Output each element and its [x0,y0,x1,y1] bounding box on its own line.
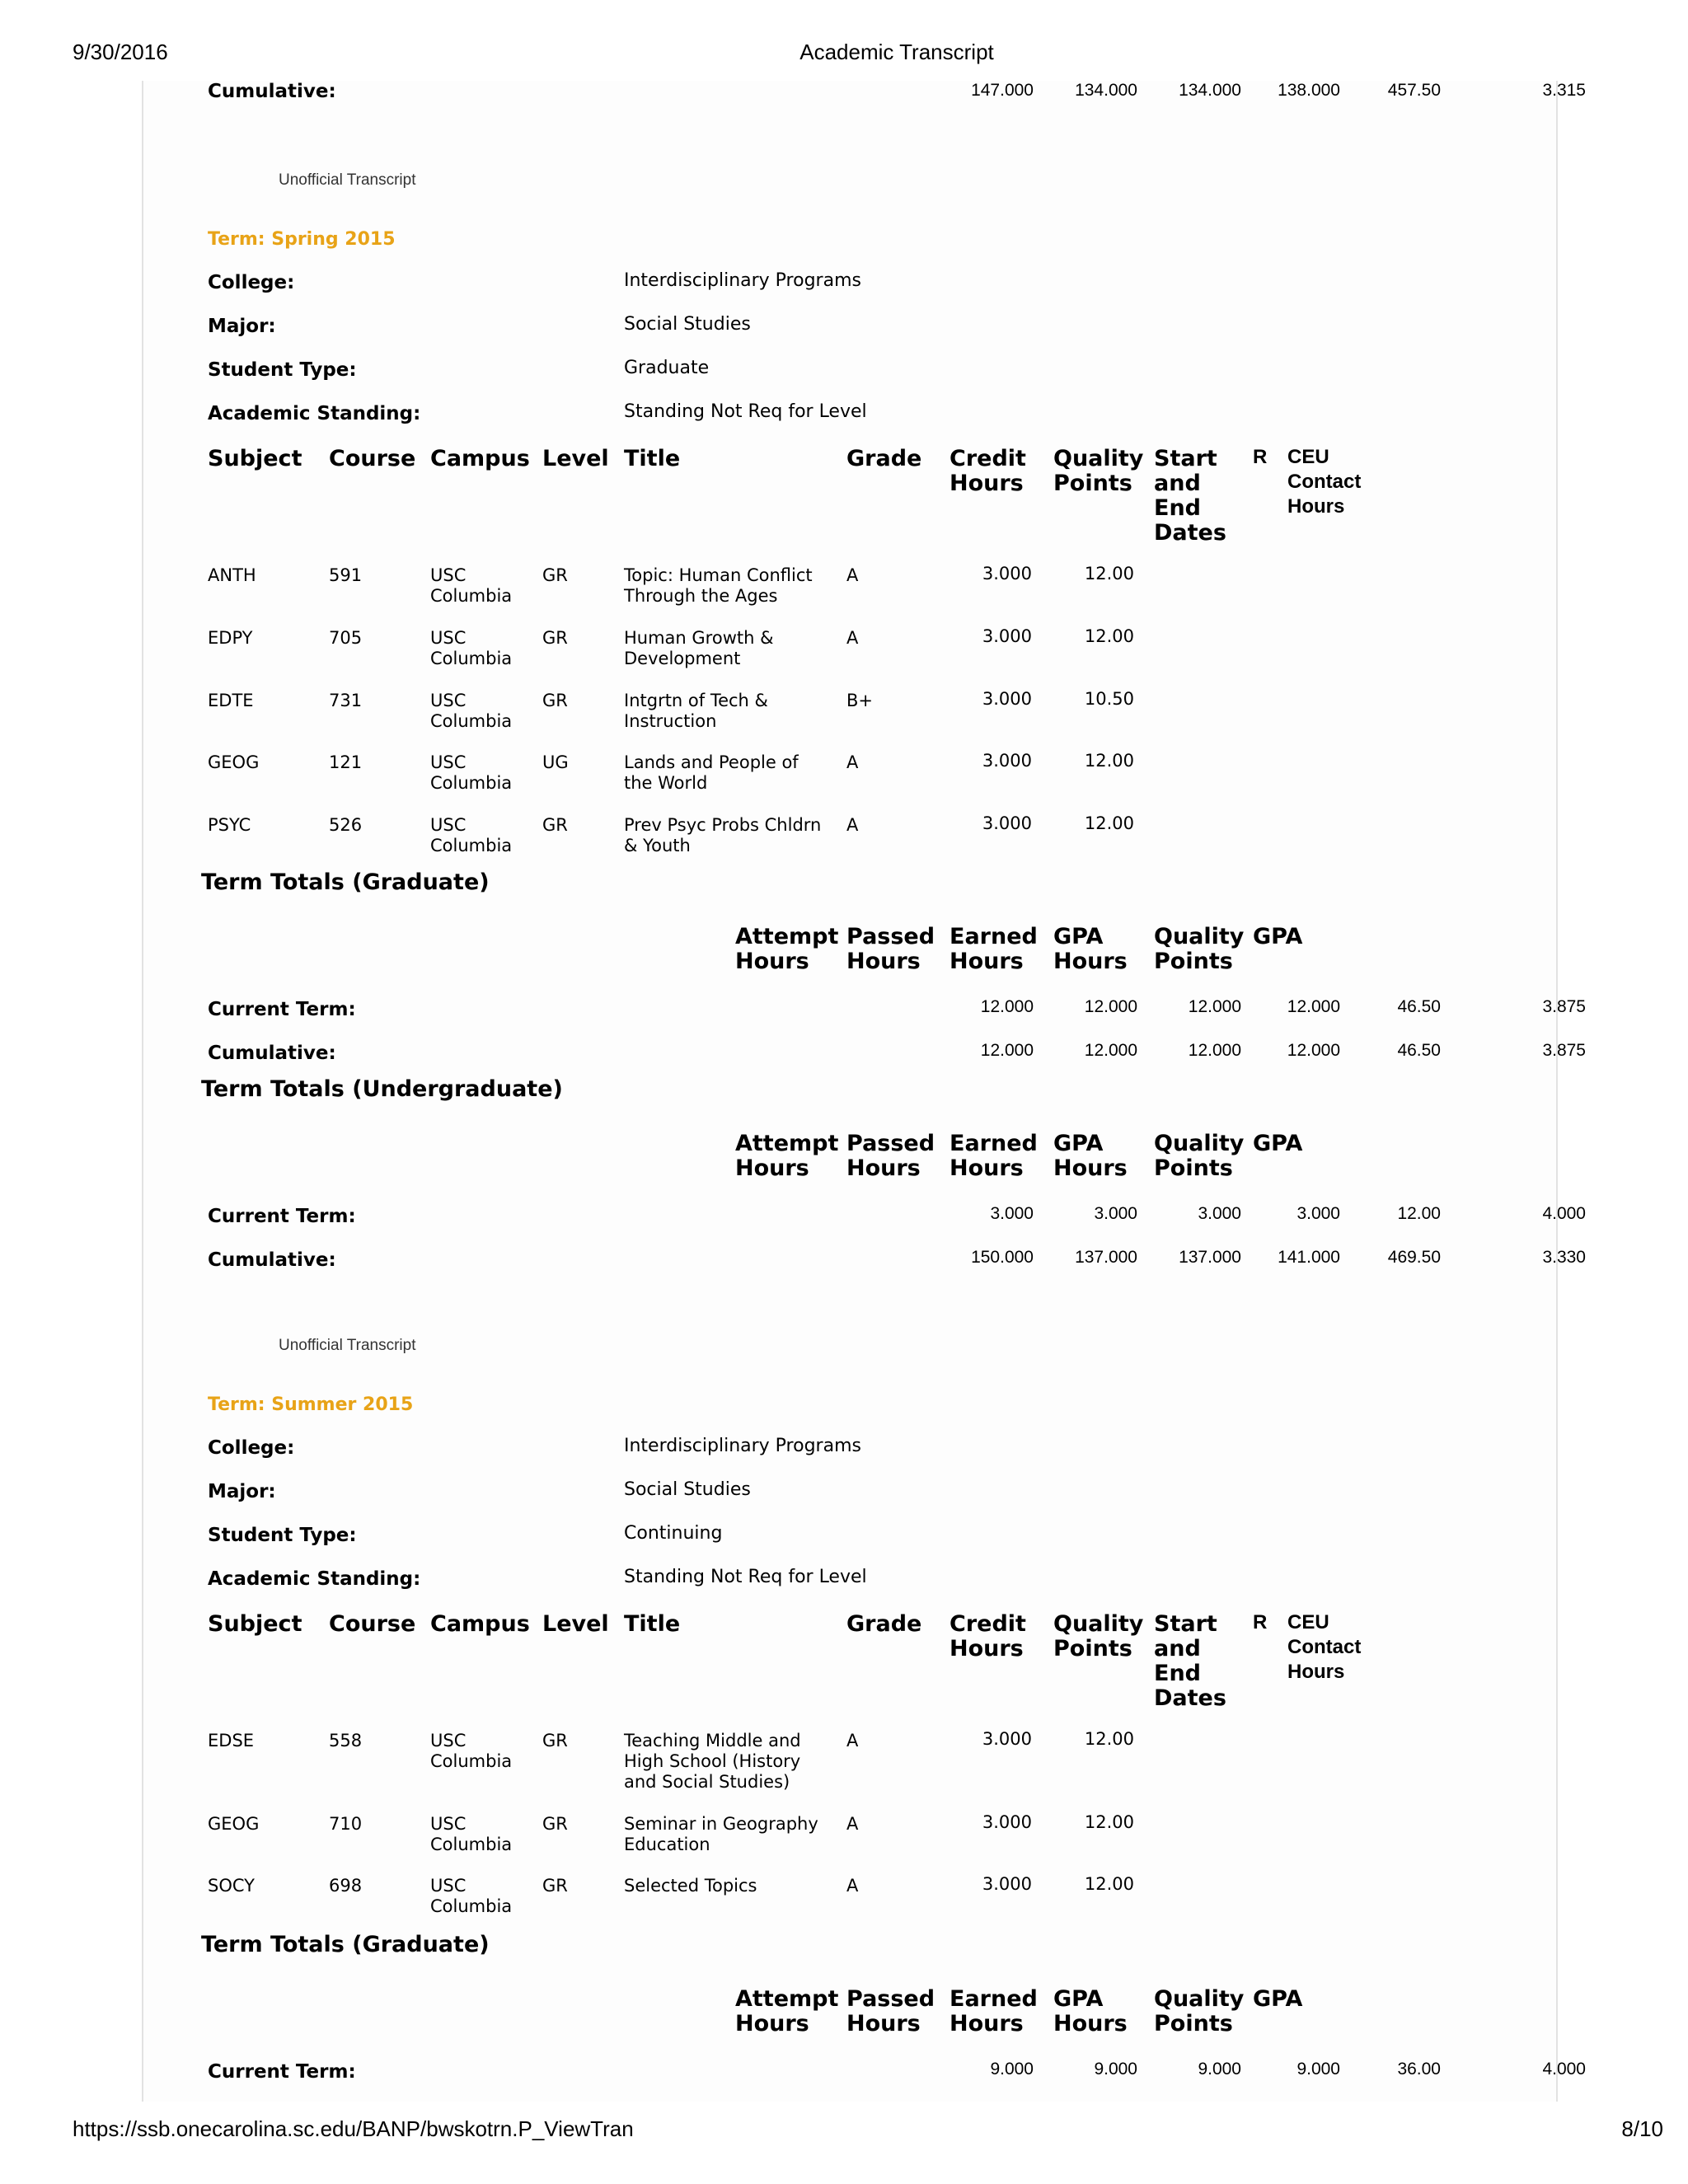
totals-value: 9.000 [1296,2060,1340,2079]
totals-column-header: GPA [1253,924,1303,949]
course-subject: GEOG [208,752,260,772]
column-header: Course [329,446,416,471]
page-number: 8/10 [1621,2116,1663,2141]
info-value: Continuing [624,1523,723,1544]
course-level: UG [542,752,569,772]
column-header: Campus [430,1611,530,1637]
column-header: Subject [208,1611,302,1637]
course-campus: USC Columbia [430,565,513,606]
course-quality-points: 12.00 [1084,1729,1134,1749]
totals-column-header: GPA [1253,1131,1303,1156]
totals-column-header: Passed Hours [846,1131,935,1181]
term-heading: Term: Spring 2015 [208,229,396,250]
totals-value: 137.000 [1179,1248,1241,1267]
course-credit-hours: 3.000 [982,564,1032,583]
totals-column-header: Earned Hours [950,924,1038,974]
column-header: Title [624,446,681,471]
totals-column-header: Attempt Hours [735,1131,839,1181]
totals-value: 469.50 [1387,1248,1441,1267]
info-label: Academic Standing: [208,1568,421,1590]
totals-column-header: GPA Hours [1053,924,1128,974]
totals-column-header: Quality Points [1154,924,1245,974]
cumulative-value: 138.000 [1278,81,1340,100]
totals-value: 3.330 [1542,1248,1586,1267]
course-grade: A [846,565,859,585]
totals-value: 36.00 [1397,2060,1441,2079]
print-date: 9/30/2016 [73,40,168,64]
course-campus: USC Columbia [430,752,513,793]
column-header: Campus [430,446,530,471]
totals-row-label: Cumulative: [208,1043,336,1064]
term-totals-title: Term Totals (Graduate) [201,1932,490,1957]
course-course: 121 [329,752,363,772]
cumulative-value: 147.000 [971,81,1034,100]
totals-value: 3.875 [1542,1041,1586,1060]
course-campus: USC Columbia [430,691,513,731]
course-campus: USC Columbia [430,628,513,668]
column-header: Level [542,446,609,471]
column-header: Quality Points [1053,1611,1144,1661]
totals-column-header: GPA [1253,1986,1303,2012]
totals-value: 12.00 [1397,1204,1441,1223]
totals-column-header: Passed Hours [846,1986,935,2036]
totals-column-header: Quality Points [1154,1986,1245,2036]
totals-value: 12.000 [1188,1041,1241,1060]
course-level: GR [542,1814,568,1834]
totals-column-header: Attempt Hours [735,924,839,974]
totals-value: 4.000 [1542,2060,1586,2079]
totals-column-header: Attempt Hours [735,1986,839,2036]
course-title: Lands and People of the World [624,752,799,793]
totals-row-label: Current Term: [208,2061,356,2083]
course-title: Selected Topics [624,1876,757,1896]
course-campus: USC Columbia [430,1731,513,1771]
column-header: Title [624,1611,681,1637]
course-level: GR [542,1731,568,1750]
course-title: Seminar in Geography Education [624,1814,818,1854]
course-campus: USC Columbia [430,1814,513,1854]
course-grade: A [846,815,859,835]
totals-value: 3.000 [1296,1204,1340,1223]
course-grade: A [846,752,859,772]
info-label: Major: [208,1481,276,1502]
course-title: Human Growth & Development [624,628,774,668]
column-header: Credit Hours [950,1611,1026,1661]
totals-value: 3.000 [990,1204,1034,1223]
course-quality-points: 12.00 [1084,751,1134,771]
totals-value: 137.000 [1075,1248,1137,1267]
course-grade: B+ [846,691,874,710]
course-grade: A [846,628,859,648]
info-value: Interdisciplinary Programs [624,270,861,291]
course-quality-points: 12.00 [1084,626,1134,646]
info-value: Interdisciplinary Programs [624,1436,861,1456]
totals-column-header: GPA Hours [1053,1131,1128,1181]
totals-column-header: GPA Hours [1053,1986,1128,2036]
course-subject: EDSE [208,1731,255,1750]
cumulative-value: 134.000 [1075,81,1137,100]
totals-value: 46.50 [1397,997,1441,1016]
totals-column-header: Earned Hours [950,1986,1038,2036]
course-quality-points: 12.00 [1084,1812,1134,1832]
info-label: Major: [208,316,276,337]
totals-row-label: Cumulative: [208,1249,336,1271]
totals-row-label: Current Term: [208,999,356,1020]
totals-row-label: Current Term: [208,1206,356,1227]
document-title: Academic Transcript [799,40,994,64]
totals-value: 3.000 [1094,1204,1137,1223]
course-course: 710 [329,1814,363,1834]
course-level: GR [542,565,568,585]
course-course: 698 [329,1876,363,1896]
course-course: 731 [329,691,363,710]
info-value: Social Studies [624,314,751,335]
course-subject: EDTE [208,691,254,710]
info-label: College: [208,272,295,293]
column-header: Course [329,1611,416,1637]
course-subject: SOCY [208,1876,255,1896]
totals-value: 12.000 [980,1041,1034,1060]
column-header: R [1253,1611,1268,1633]
info-value: Social Studies [624,1479,751,1500]
totals-value: 141.000 [1278,1248,1340,1267]
course-level: GR [542,1876,568,1896]
course-subject: PSYC [208,815,251,835]
course-subject: EDPY [208,628,253,648]
totals-value: 12.000 [1287,997,1340,1016]
totals-value: 12.000 [1287,1041,1340,1060]
column-header: Credit Hours [950,446,1026,496]
totals-value: 46.50 [1397,1041,1441,1060]
column-header: Grade [846,1611,922,1637]
totals-value: 12.000 [1084,1041,1137,1060]
course-grade: A [846,1876,859,1896]
column-header: Grade [846,446,922,471]
unofficial-transcript-label: Unofficial Transcript [279,171,416,189]
course-quality-points: 12.00 [1084,564,1134,583]
course-grade: A [846,1814,859,1834]
totals-value: 12.000 [1084,997,1137,1016]
course-credit-hours: 3.000 [982,1874,1032,1894]
term-totals-title: Term Totals (Undergraduate) [201,1076,563,1102]
course-credit-hours: 3.000 [982,626,1032,646]
info-value: Graduate [624,358,710,378]
column-header: CEU Contact Hours [1287,1611,1362,1683]
info-label: Student Type: [208,359,357,381]
info-label: College: [208,1437,295,1459]
top-cumulative-label: Cumulative: [208,81,336,102]
course-title: Prev Psyc Probs Chldrn & Youth [624,815,822,855]
course-course: 558 [329,1731,363,1750]
column-header: Start and End Dates [1154,446,1226,546]
info-label: Academic Standing: [208,403,421,424]
totals-value: 4.000 [1542,1204,1586,1223]
cumulative-value: 457.50 [1387,81,1441,100]
column-header: Subject [208,446,302,471]
info-label: Student Type: [208,1525,357,1546]
unofficial-transcript-label: Unofficial Transcript [279,1337,416,1354]
course-credit-hours: 3.000 [982,813,1032,833]
course-quality-points: 12.00 [1084,1874,1134,1894]
course-level: GR [542,628,568,648]
totals-value: 3.875 [1542,997,1586,1016]
course-subject: GEOG [208,1814,260,1834]
page-url: https://ssb.onecarolina.sc.edu/BANP/bwskotrn.P_ViewTran [73,2116,634,2141]
totals-value: 12.000 [1188,997,1241,1016]
course-credit-hours: 3.000 [982,1729,1032,1749]
cumulative-value: 3.315 [1542,81,1586,100]
totals-value: 9.000 [990,2060,1034,2079]
course-title: Intgrtn of Tech & Instruction [624,691,768,731]
course-credit-hours: 3.000 [982,689,1032,709]
totals-column-header: Quality Points [1154,1131,1245,1181]
column-header: CEU Contact Hours [1287,446,1362,518]
info-value: Standing Not Req for Level [624,401,867,422]
column-header: Start and End Dates [1154,1611,1226,1711]
info-value: Standing Not Req for Level [624,1567,867,1587]
course-course: 526 [329,815,363,835]
term-totals-title: Term Totals (Graduate) [201,869,490,895]
course-grade: A [846,1731,859,1750]
column-header: R [1253,446,1268,468]
totals-value: 9.000 [1198,2060,1241,2079]
course-credit-hours: 3.000 [982,751,1032,771]
totals-value: 9.000 [1094,2060,1137,2079]
course-quality-points: 10.50 [1084,689,1134,709]
term-heading: Term: Summer 2015 [208,1394,414,1415]
course-credit-hours: 3.000 [982,1812,1032,1832]
course-course: 591 [329,565,363,585]
course-title: Topic: Human Conflict Through the Ages [624,565,813,606]
totals-value: 12.000 [980,997,1034,1016]
course-campus: USC Columbia [430,815,513,855]
column-header: Quality Points [1053,446,1144,496]
course-title: Teaching Middle and High School (History and Social Studies) [624,1731,801,1792]
course-campus: USC Columbia [430,1876,513,1916]
course-subject: ANTH [208,565,256,585]
course-level: GR [542,691,568,710]
course-level: GR [542,815,568,835]
totals-value: 3.000 [1198,1204,1241,1223]
cumulative-value: 134.000 [1179,81,1241,100]
totals-column-header: Earned Hours [950,1131,1038,1181]
totals-value: 150.000 [971,1248,1034,1267]
totals-column-header: Passed Hours [846,924,935,974]
column-header: Level [542,1611,609,1637]
course-quality-points: 12.00 [1084,813,1134,833]
course-course: 705 [329,628,363,648]
